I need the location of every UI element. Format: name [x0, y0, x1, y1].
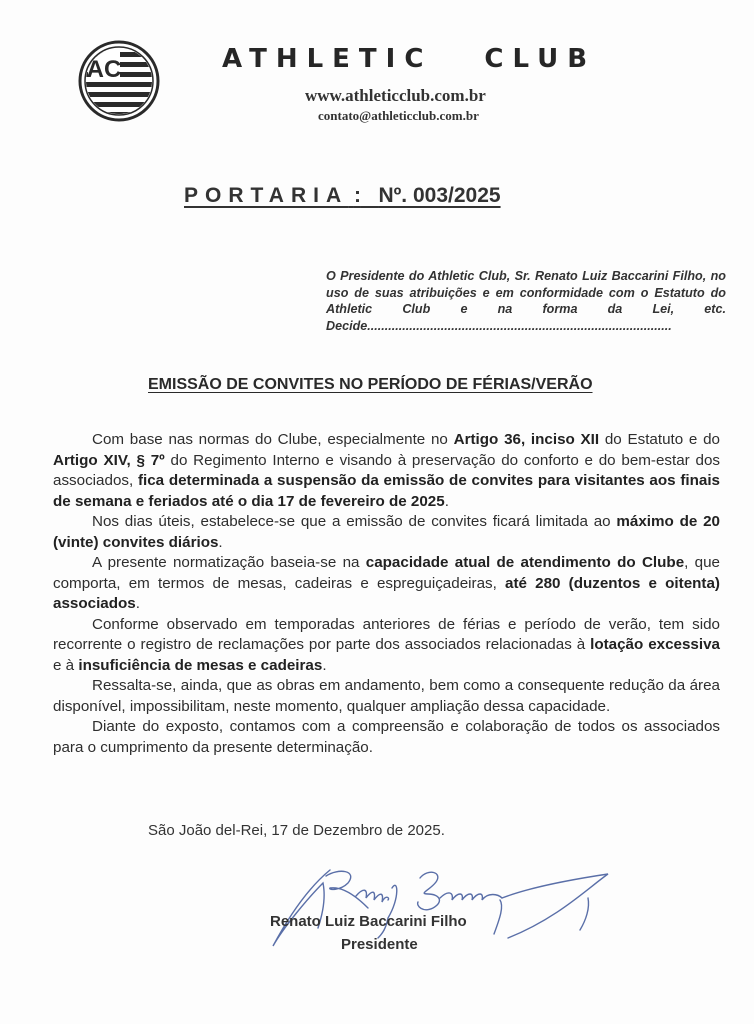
logo-monogram: AC — [86, 56, 122, 83]
paragraph — [53, 512, 720, 553]
text: A presente normatização baseia-se na — [92, 554, 366, 571]
bold-text: Artigo XIV, § 7º — [53, 451, 165, 469]
title-number: Nº. 003/2025 — [378, 184, 501, 207]
bold-text: fica determinada a suspensão da emissão de convites para visitantes aos finais de semana e feriados até o dia 17 de fevereiro de 2025 — [53, 472, 720, 510]
subject-heading: EMISSÃO DE CONVITES NO PERÍODO DE FÉRIAS/VERÃO — [148, 376, 593, 393]
text: . — [444, 492, 449, 510]
paragraph — [53, 553, 720, 615]
title-separator: : — [353, 184, 361, 207]
text: , que comporta, em termos de mesas, cadeiras e espreguiçadeiras, — [53, 554, 721, 592]
text: Conforme observado em temporadas anteriores de férias e período de verão, tem sido recorrente o registro de reclamações por parte dos associados relacionadas à — [53, 615, 720, 653]
document-body — [53, 430, 720, 758]
paragraph — [53, 717, 720, 758]
bold-text: máximo de 20 (vinte) convites diários — [53, 513, 720, 551]
paragraph — [53, 615, 720, 677]
paragraph — [53, 430, 720, 512]
bold-text: Artigo 36, inciso XII — [453, 431, 600, 448]
text: Nos dias úteis, estabelece-se que a emissão de convites ficará limitada ao — [92, 513, 617, 530]
email-link[interactable]: contato@athleticclub.com.br — [318, 108, 479, 123]
text: . — [218, 533, 223, 551]
bold-text: lotação excessiva — [590, 636, 720, 653]
text: e à — [53, 656, 79, 674]
place-date: São João del-Rei, 17 de Dezembro de 2025. — [148, 822, 445, 839]
preamble-decide: Decide....................................................................................... — [326, 318, 672, 333]
club-name — [222, 44, 596, 74]
text: . — [322, 656, 327, 674]
paragraph — [53, 676, 720, 717]
bold-text: insuficiência de mesas e cadeiras — [78, 656, 323, 674]
club-name-part1: ATHLETIC — [222, 44, 433, 74]
website-link[interactable]: www.athleticclub.com.br — [305, 86, 486, 105]
signer-role: Presidente — [341, 936, 418, 953]
text: Ressalta-se, ainda, que as obras em andamento, bem como a consequente redução da área disponível, impossibilitam, neste momento, qualquer ampliação dessa capacidade. — [53, 677, 720, 715]
document-title — [184, 184, 501, 208]
preamble-text: O Presidente do Athletic Club, Sr. Renato Luiz Baccarini Filho, no uso de suas atribuições e em conformidade com o Estatuto do Athletic Club e na forma da Lei, etc. — [326, 269, 726, 316]
text: do Regimento Interno e visando à preservação do conforto e do bem-estar dos associados, — [53, 451, 720, 489]
handwritten-signature — [268, 858, 618, 948]
bold-text: capacidade atual de atendimento do Clube — [365, 554, 685, 571]
club-logo — [78, 40, 160, 122]
text: Com base nas normas do Clube, especialmente no — [92, 431, 454, 448]
club-name-part2: CLUB — [484, 44, 597, 74]
text: . — [135, 595, 140, 612]
signer-name: Renato Luiz Baccarini Filho — [270, 913, 467, 930]
preamble — [326, 268, 726, 334]
text: Diante do exposto, contamos com a compreensão e colaboração de todos os associados para o cumprimento da presente determinação. — [53, 718, 720, 756]
title-label: PORTARIA — [184, 184, 349, 207]
text: do Estatuto e do — [599, 431, 720, 448]
bold-text: até 280 (duzentos e oitenta) associados — [53, 574, 720, 612]
